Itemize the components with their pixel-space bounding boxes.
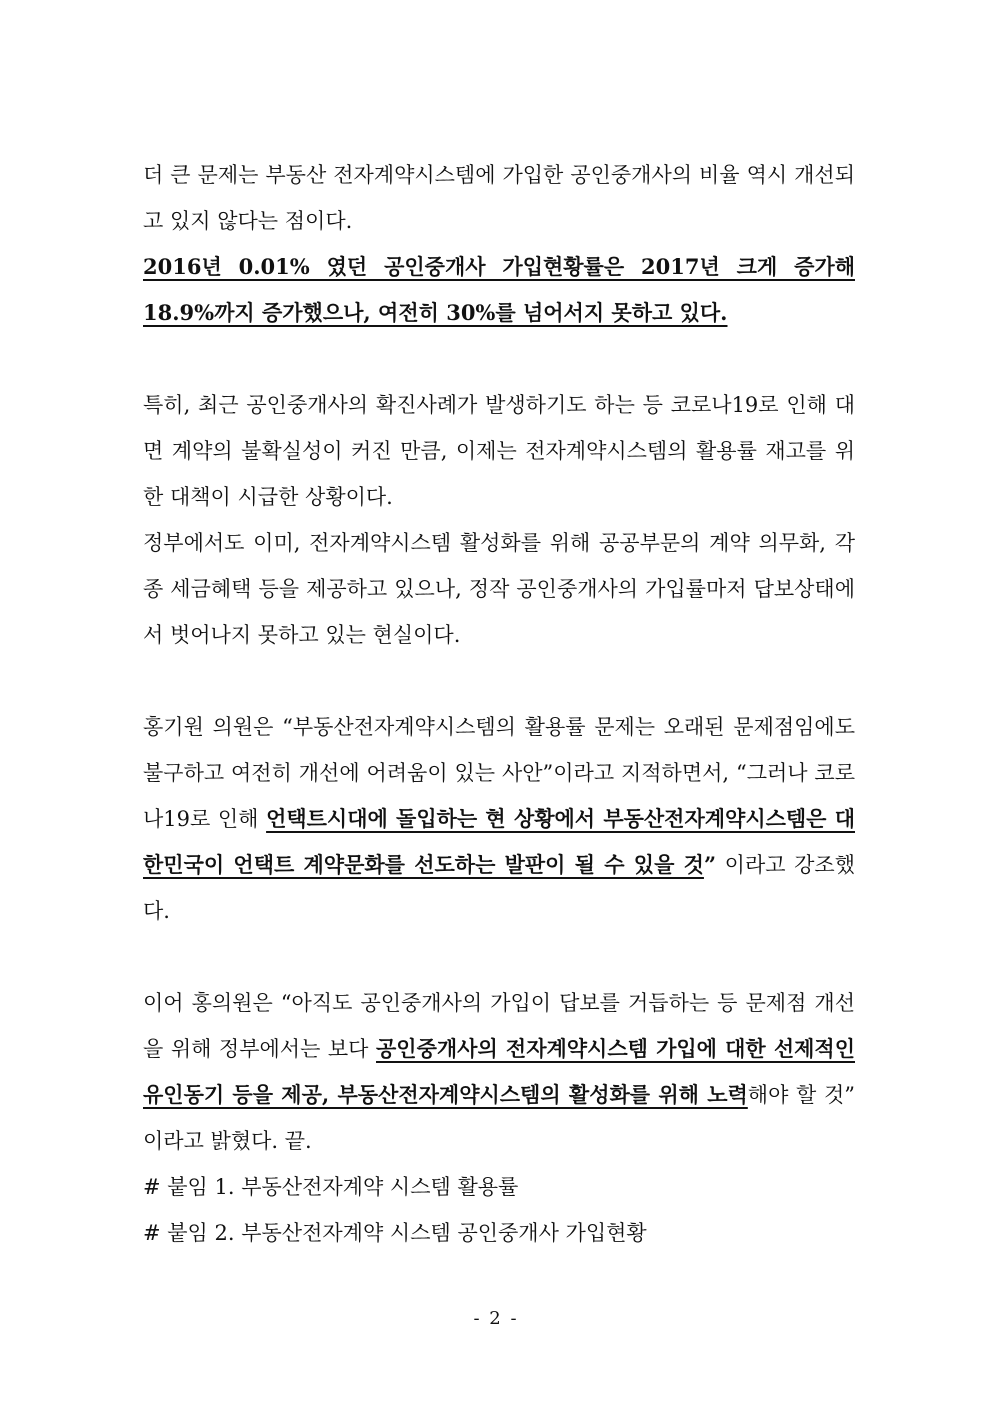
paragraph-problem-statement: [143, 152, 855, 244]
paragraph-lawmaker-quote: [143, 704, 855, 934]
paragraph-text-after: 해야 할 것” 이라고 밝혔다. 끝.: [143, 1083, 855, 1153]
paragraph-text-before: 이어 홍의원은 “아직도 공인중개사의 가입이 답보를 거듭하는 등 문제점 개선을 위해 정부에서는 보다: [143, 991, 855, 1061]
paragraph-text: 정부에서도 이미, 전자계약시스템 활성화를 위해 공공부문의 계약 의무화, 각종 세금혜택 등을 제공하고 있으나, 정작 공인중개사의 가입률마저 답보상태에서 벗어나지 못하고 있는 현실이다.: [143, 531, 855, 647]
paragraph-lawmaker-request: [143, 980, 855, 1164]
attachment-item-1: # 붙임 1. 부동산전자계약 시스템 활용률: [143, 1175, 519, 1199]
paragraph-text-before: 홍기원 의원은 “부동산전자계약시스템의 활용률 문제는 오래된 문제점임에도 불구하고 여전히 개선에 어려움이 있는 사안”이라고 지적하면서, “그러나 코로나19로 인해: [143, 715, 855, 831]
paragraph-government-measures: [143, 520, 855, 658]
press-release-body: [143, 152, 855, 1256]
attachment-item-2: # 붙임 2. 부동산전자계약 시스템 공인중개사 가입현황: [143, 1221, 647, 1245]
paragraph-text-after: 이라고 강조했다.: [143, 853, 855, 923]
paragraph-text: 더 큰 문제는 부동산 전자계약시스템에 가입한 공인중개사의 비율 역시 개선되고 있지 않다는 점이다.: [143, 163, 855, 233]
page-number: - 2 -: [473, 1308, 519, 1329]
paragraph-text: 특히, 최근 공인중개사의 확진사례가 발생하기도 하는 등 코로나19로 인해 대면 계약의 불확실성이 커진 만큼, 이제는 전자계약시스템의 활용률 재고를 위한 대책이 시급한 상황이다.: [143, 393, 855, 509]
paragraph-spacer: [143, 934, 855, 980]
paragraph-spacer: [143, 336, 855, 382]
paragraph-spacer: [143, 658, 855, 704]
closing-quote: ”: [703, 852, 717, 877]
highlighted-text: 2016년 0.01% 였던 공인중개사 가입현황률은 2017년 크게 증가해 18.9%까지 증가했으나, 여전히 30%를 넘어서지 못하고 있다.: [143, 254, 855, 325]
paragraph-covid-context: [143, 382, 855, 520]
paragraph-registration-rate: [143, 244, 855, 336]
highlighted-text: 공인중개사의 전자계약시스템 가입에 대한 선제적인 유인동기 등을 제공, 부동산전자계약시스템의 활성화를 위해 노력: [143, 1036, 855, 1107]
highlighted-text: 언택트시대에 돌입하는 현 상황에서 부동산전자계약시스템은 대한민국이 언택트 계약문화를 선도하는 발판이 될 수 있을 것: [143, 806, 855, 877]
